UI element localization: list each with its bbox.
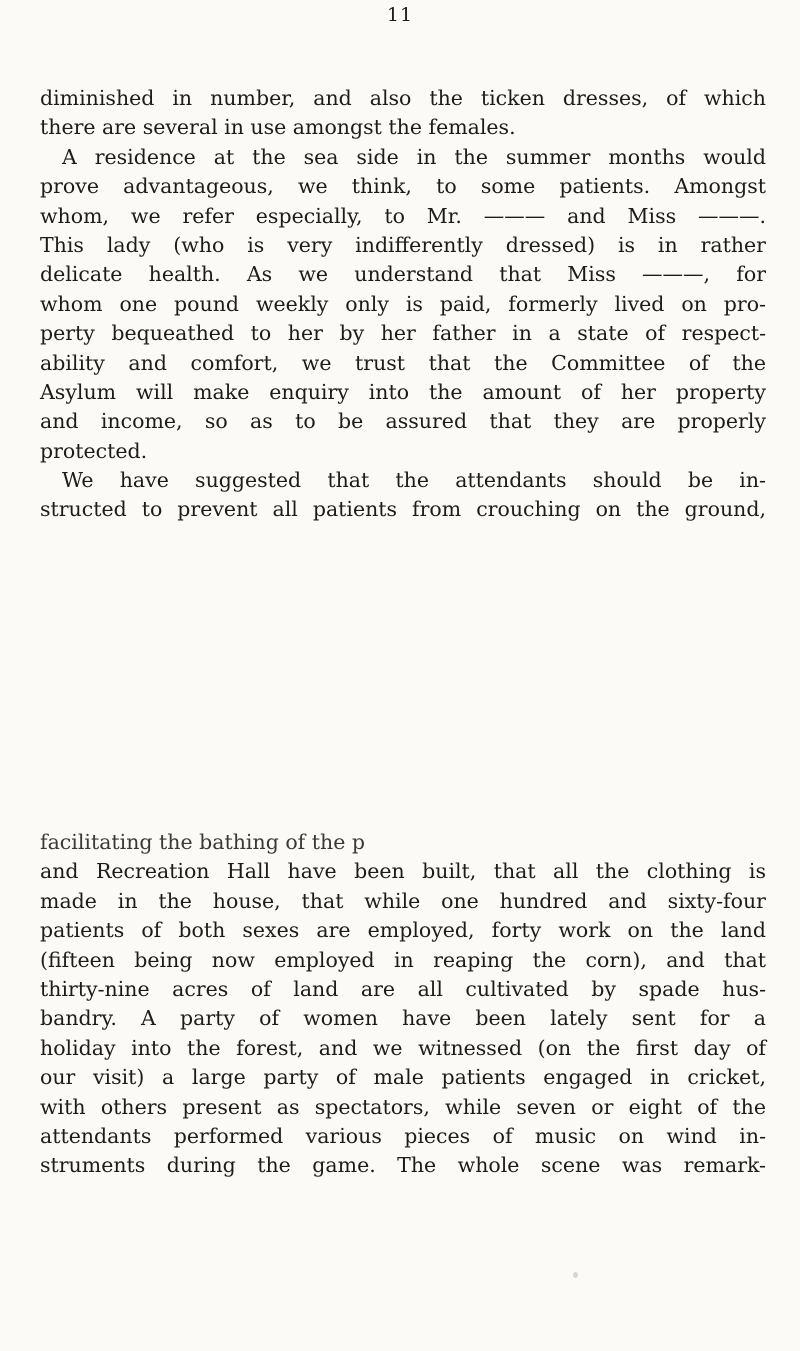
text-line: holiday into the forest, and we witnessed (on the first day of bbox=[40, 1035, 766, 1060]
page-number: 11 bbox=[386, 4, 414, 26]
text-line: patients of both sexes are employed, forty work on the land bbox=[40, 918, 766, 943]
text-line: made in the house, that while one hundred and sixty-four bbox=[40, 888, 766, 913]
text-line: diminished in number, and also the ticken dresses, of which bbox=[40, 86, 766, 110]
text-line: prove advantageous, we think, to some patients. Amongst bbox=[40, 174, 766, 199]
text-line: delicate health. As we understand that Miss ———, for bbox=[40, 262, 766, 287]
bottom-paragraph-block bbox=[40, 828, 766, 1181]
text-line: perty bequeathed to her by her father in a state of respect- bbox=[40, 321, 766, 346]
text-line: We have suggested that the attendants should be in- bbox=[62, 468, 766, 493]
paper-speck bbox=[573, 1272, 578, 1278]
text-line: and income, so as to be assured that they are properly bbox=[40, 409, 766, 434]
text-line: with others present as spectators, while seven or eight of the bbox=[40, 1094, 766, 1119]
text-line: whom, we refer especially, to Mr. ——— and Miss ———. bbox=[40, 203, 766, 228]
text-line: protected. bbox=[40, 438, 148, 463]
text-line: (fifteen being now employed in reaping the corn), and that bbox=[40, 947, 766, 972]
text-line: struments during the game. The whole scene was remark- bbox=[40, 1153, 766, 1178]
text-line-partial: facilitating the bathing of the p bbox=[40, 830, 365, 854]
top-paragraph-block bbox=[40, 84, 766, 525]
text-line: bandry. A party of women have been lately sent for a bbox=[40, 1006, 766, 1031]
text-line: our visit) a large party of male patients engaged in cricket, bbox=[40, 1065, 766, 1090]
text-line: A residence at the sea side in the summer months would bbox=[62, 144, 766, 169]
text-line: thirty-nine acres of land are all cultivated by spade hus- bbox=[40, 976, 766, 1001]
text-line: whom one pound weekly only is paid, formerly lived on pro- bbox=[40, 291, 766, 316]
text-line: attendants performed various pieces of music on wind in- bbox=[40, 1123, 766, 1148]
text-line: This lady (who is very indifferently dressed) is in rather bbox=[40, 232, 766, 257]
text-line: ability and comfort, we trust that the Committee of the bbox=[40, 350, 766, 375]
text-line: Asylum will make enquiry into the amount of her property bbox=[40, 379, 766, 404]
text-line: structed to prevent all patients from crouching on the ground, bbox=[40, 497, 766, 522]
text-line: and Recreation Hall have been built, that all the clothing is bbox=[40, 859, 766, 884]
text-line: there are several in use amongst the females. bbox=[40, 115, 516, 140]
